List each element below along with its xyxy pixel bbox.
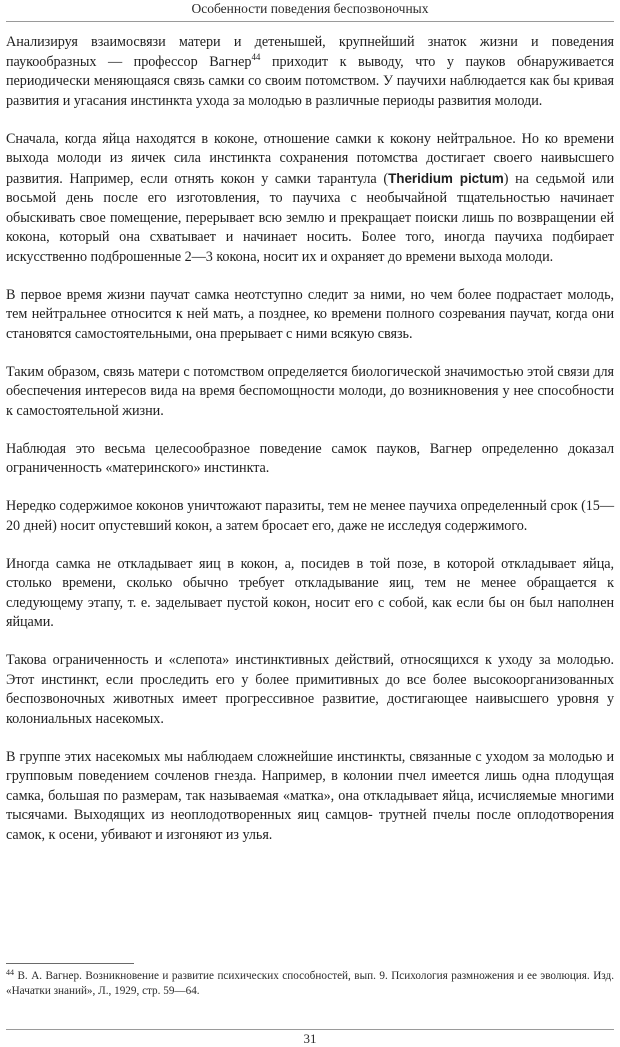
paragraph-2-text-a: Сначала, когда яйца находятся в коконе, отношение самки к кокону нейтральное. Но ко времени выхода молоди из яичек сила инстинкта сохранения потомства достигает своего наивысшего развития. Например, если отнять кокон у самки тарантула ( — [6, 130, 614, 187]
footer-divider — [6, 1029, 614, 1030]
species-latin-name: Theridium pictum — [388, 170, 504, 186]
footnote-text: В. А. Вагнер. Возникновение и развитие психических способностей, вып. 9. Психология размножения и ее эволюция. Изд. «Начатки знаний», Л., 1929, стр. 59—64. — [6, 970, 614, 997]
header-divider — [6, 21, 614, 22]
paragraph-6: Нередко содержимое коконов уничтожают паразиты, тем не менее паучиха определенный срок (15—20 дней) носит опустевший кокон, а затем бросает его, даже не исследуя содержимого. — [6, 498, 614, 534]
paragraph-5: Наблюдая это весьма целесообразное поведение самок пауков, Вагнер определенно доказал ограниченность «материнского» инстинкта. — [6, 440, 614, 476]
paragraph-4: Таким образом, связь матери с потомством определяется биологической значимостью этой связи для обеспечения интересов вида на время беспомощности молоди, до возникновения у нее способности к самостоятельной жизни. — [6, 363, 614, 419]
paragraph-2-text-b: ) на седьмой или восьмой день после его изготовления, то паучиха с необычайной тщательностью начинает обыскивать свое помещение, перерывает всю землю и прекращает поиски лишь по возвращении ей кокона, который она схватывает и начинает носить. Более того, иногда паучиха подбирает искусственно подброшенные 2—3 кокона, носит их и охраняет до времени выхода молоди. — [6, 170, 614, 265]
paragraph-2 — [6, 130, 614, 268]
paragraph-7: Иногда самка не откладывает яиц в кокон, а, посидев в той позе, в которой откладывает яйца, столько времени, сколько обычно требует откладывание яиц, тем не менее обращается к следующему этапу, т. е. заделывает пустой кокон, носит его с собой, как если бы он был наполнен яйцами. — [6, 555, 614, 630]
paragraph-1 — [6, 33, 614, 111]
paragraph-8: Такова ограниченность и «слепота» инстинктивных действий, относящихся к уходу за молодью. Этот инстинкт, если проследить его у более примитивных до все более высокоорганизованных беспозвоночных животных имеет прогрессивное развитие, достигающее наивысшего уровня у колониальных насекомых. — [6, 652, 614, 727]
paragraph-9: В группе этих насекомых мы наблюдаем сложнейшие инстинкты, связанные с уходом за молодью и групповым поведением сочленов гнезда. Например, в колонии пчел имеется лишь одна плодущая самка, большая по размерам, так называемая «матка», она откладывает яйца, исчисляемые многими тысячами. Выходящих из неоплодотворенных яиц самцов- трутней пчелы после оплодотворения самок, к осени, убивают и изгоняют из улья. — [6, 748, 614, 843]
paragraph-1-text-b: приходит к выводу, что у пауков обнаруживается периодически меняющаяся связь самки со своим потомством. У паучихи наблюдается как бы кривая развития и угасания инстинкта ухода за молодью в различные периоды развития молоди. — [6, 53, 614, 109]
page-number: 31 — [303, 1031, 317, 1046]
paragraph-1-text-a: Анализируя взаимосвязи матери и детенышей, крупнейший знаток жизни и поведения паукообразных — профессор Вагнер — [6, 34, 614, 70]
body-text — [6, 33, 614, 864]
footnote — [6, 969, 614, 999]
footnote-reference[interactable]: 44 — [251, 51, 261, 62]
running-head-title: Особенности поведения беспозвоночных — [191, 1, 429, 16]
footnote-divider — [6, 963, 134, 964]
footnote-number: 44 — [6, 968, 14, 977]
paragraph-3: В первое время жизни паучат самка неотступно следит за ними, но чем более подрастает молодь, тем нейтральнее относится к ней мать, а позднее, ко времени полного созревания паучат, когда они становятся самостоятельными, она прерывает с ними всякую связь. — [6, 286, 614, 342]
